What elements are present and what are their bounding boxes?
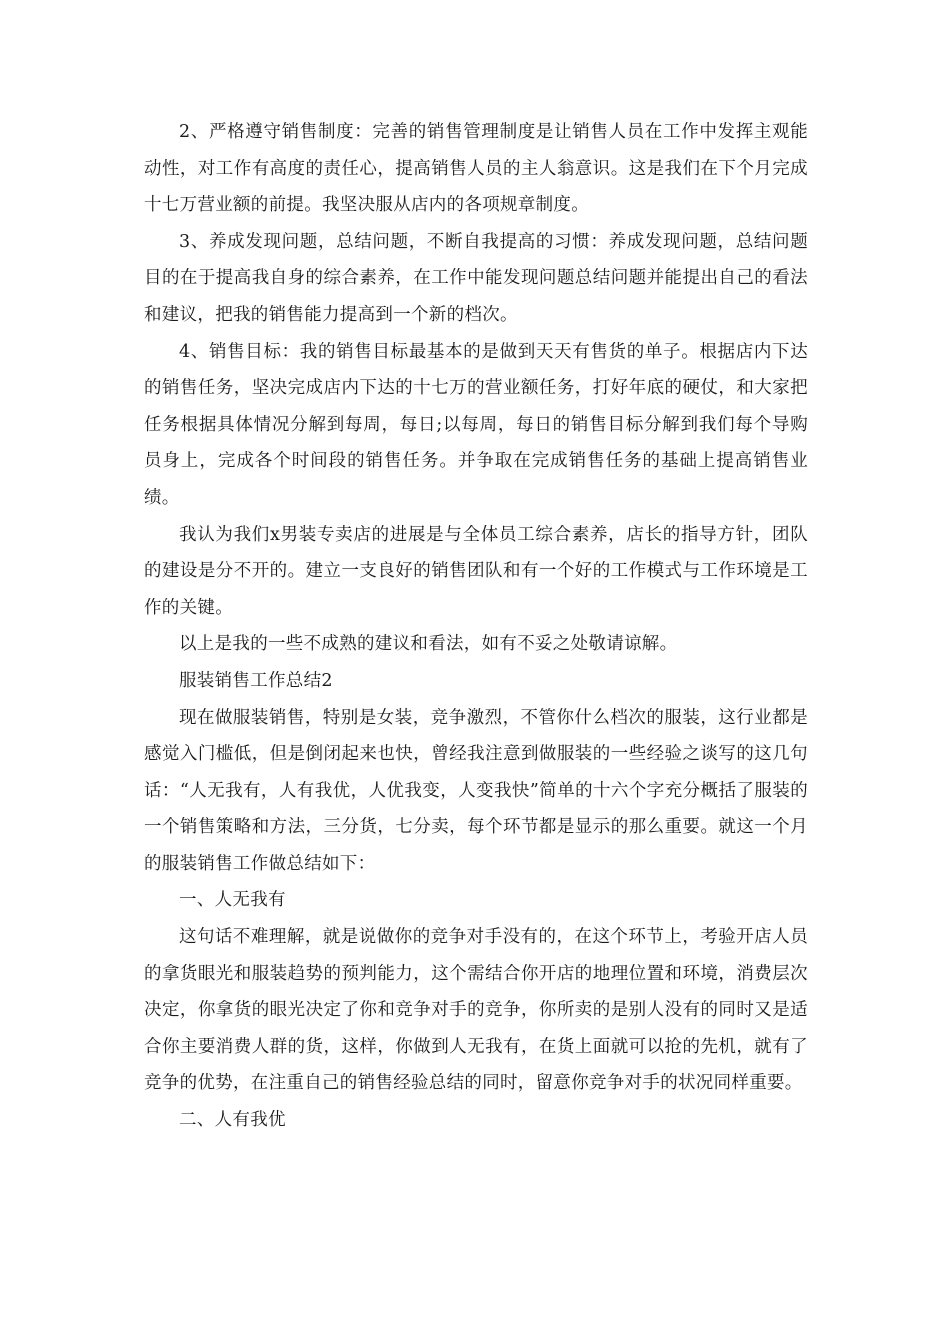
paragraph-intro: 现在做服装销售，特别是女装，竞争激烈，不管你什么档次的服装，这行业都是感觉入门槛低，但是倒闭起来也快，曾经我注意到做服装的一些经验之谈写的这几句话：“人无我有，人有我优，人优我变，人变我快”简单的十六个字充分概括了服装的一个销售策略和方法，三分货，七分卖，每个环节都是显示的那么重要。就这一个月的服装销售工作做总结如下：	[144, 707, 808, 874]
paragraph-sales-system: 2、严格遵守销售制度：完善的销售管理制度是让销售人员在工作中发挥主观能动性，对工作有高度的责任心，提高销售人员的主人翁意识。这是我们在下个月完成十七万营业额的前提。我坚决服从店内的各项规章制度。	[144, 122, 808, 216]
heading-point-two: 二、人有我优	[179, 1110, 286, 1131]
paragraph-sales-target: 4、销售目标：我的销售目标最基本的是做到天天有售货的单子。根据店内下达的销售任务，坚决完成店内下达的十七万的营业额任务，打好年底的硬仗，和大家把任务根据具体情况分解到每周，每日;以每周，每日的销售目标分解到我们每个导购员身上，完成各个时间段的销售任务。并争取在完成销售任务的基础上提高销售业绩。	[144, 341, 808, 508]
paragraph-team-building: 我认为我们x男装专卖店的进展是与全体员工综合素养，店长的指导方针，团队的建设是分不开的。建立一支良好的销售团队和有一个好的工作模式与工作环境是工作的关键。	[144, 524, 808, 618]
paragraph-closing-note: 以上是我的一些不成熟的建议和看法，如有不妥之处敬请谅解。	[179, 634, 678, 655]
heading-point-one: 一、人无我有	[179, 890, 286, 911]
paragraph-problem-habits: 3、养成发现问题，总结问题，不断自我提高的习惯：养成发现问题，总结问题目的在于提高我自身的综合素养，在工作中能发现问题总结问题并能提出自己的看法和建议，把我的销售能力提高到一个新的档次。	[144, 231, 808, 325]
paragraph-point-one: 这句话不难理解，就是说做你的竞争对手没有的，在这个环节上，考验开店人员的拿货眼光和服装趋势的预判能力，这个需结合你开店的地理位置和环境，消费层次决定，你拿货的眼光决定了你和竞争对手的竞争，你所卖的是别人没有的同时又是适合你主要消费人群的货，这样，你做到人无我有，在货上面就可以抢的先机，就有了竞争的优势，在注重自己的销售经验总结的同时，留意你竞争对手的状况同样重要。	[144, 927, 808, 1094]
document-body	[144, 114, 808, 1139]
section-title-summary-2: 服装销售工作总结2	[179, 670, 333, 691]
